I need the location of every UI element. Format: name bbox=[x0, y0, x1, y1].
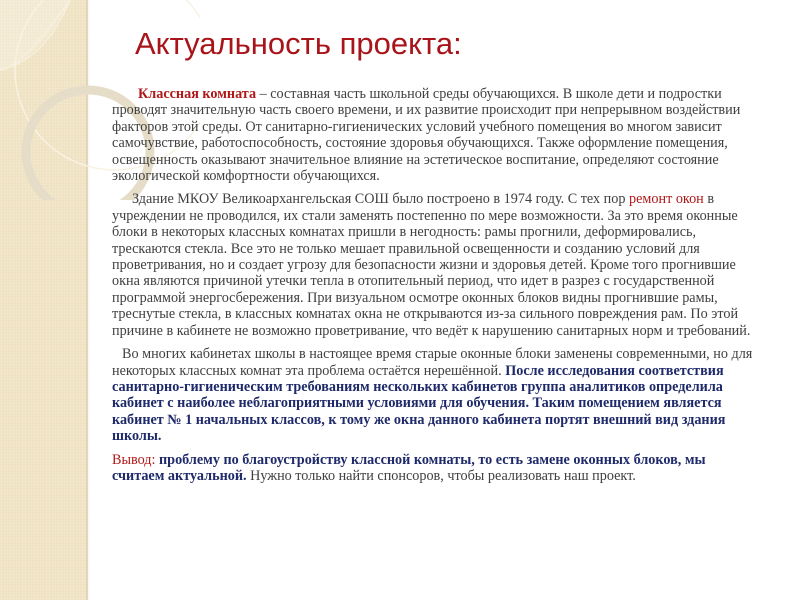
paragraph-cabinets bbox=[112, 346, 758, 444]
paragraph-text: Здание МКОУ Великоархангельская СОШ было построено в 1974 году. С тех пор bbox=[132, 191, 630, 208]
paragraph-text: Во многих кабинетах школы в настоящее время старые оконные блоки заменены современными, но для некоторых классных комнат эта проблема остаётся нерешённой. bbox=[112, 346, 753, 379]
paragraph-text: Нужно только найти спонсоров, чтобы реализовать наш проект. bbox=[246, 467, 636, 484]
paragraph-conclusion bbox=[112, 452, 758, 485]
conclusion-label: Вывод: bbox=[112, 451, 156, 468]
paragraph-text: – составная часть школьной среды обучающихся. В школе дети и подростки проводят значительную часть своего времени, и их развитие происходит при непрерывном воздействии факторов этой среды. От санитарно-гигиенических условий учебного помещения во многом зависит самочувствие, работоспособность, состояние здоровья обучающихся. Также оформление помещения, освещенность оказывают значительное влияние на эстетическое воспитание, определяют состояние экологической комфортности обучающихся. bbox=[112, 86, 741, 185]
highlight-term: ремонт окон bbox=[629, 191, 704, 208]
slide-body bbox=[112, 86, 758, 491]
slide-title: Актуальность проекта: bbox=[135, 26, 462, 61]
paragraph-classroom bbox=[112, 86, 758, 184]
paragraph-building bbox=[112, 191, 758, 339]
paragraph-bold-text: проблему по благоустройству классной комнаты, то есть замене оконных блоков, мы считаем актуальной. bbox=[112, 451, 706, 484]
paragraph-bold-text: После исследования соответствия санитарно-гигиеническим требованиям нескольких кабинетов группа аналитиков определила кабинет с наиболее неблагоприятными условиями для обучения. Таким помещением является кабинет № 1 начальных классов, к тому же окна данного кабинета портят внешний вид здания школы. bbox=[112, 362, 726, 445]
highlight-term: Классная комната bbox=[138, 86, 257, 102]
paragraph-text: в учреждении не проводился, их стали заменять постепенно по мере возможности. За это время оконные блоки в некоторых классных комнатах пришли в негодность: рамы прогнили, деформировались, трескаются стекла. Все это не только мешает правильной освещенности и созданию условий для проветривания, но и создает угрозу для безопасности жизни и здоровья детей. Кроме того прогнившие окна являются причиной утечки тепла в отопительный период, что идет в разрез с государственной программой энергосбережения. При визуальном осмотре оконных блоков видны прогнившие рамы, треснутые стекла, в классных комнатах окна не открываются из-за сильного повреждения рам. По этой причине в кабинете не возможно проветривание, что ведёт к нарушению санитарных норм и требований. bbox=[112, 191, 751, 339]
